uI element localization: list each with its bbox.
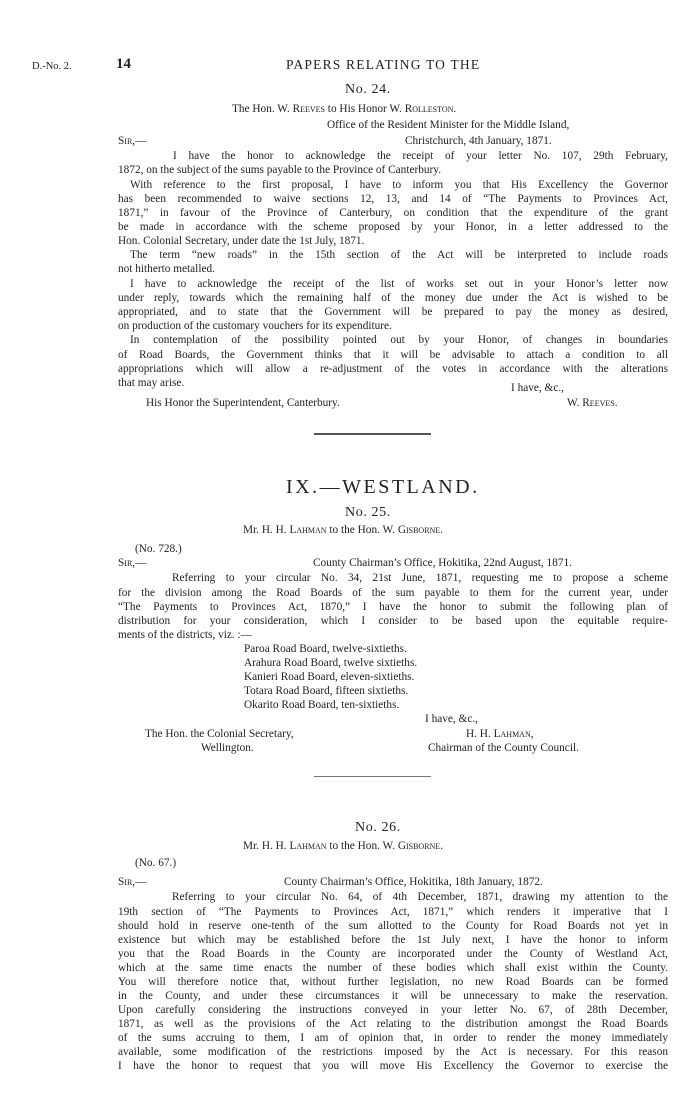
letter-24-paragraph-line: appropriated, and to state that the Government will be prepared to pay the money as desired, [118, 306, 668, 318]
letter-24-office: Office of the Resident Minister for the Middle Island, [327, 119, 570, 131]
heading-from-name: Reeves [292, 103, 325, 115]
letter-26-paragraph-line: Referring to your circular No. 64, of 4th December, 1871, drawing my attention to the [172, 891, 668, 903]
letter-25-paragraph-line: for the division among the Road Boards of the sum payable to them for the current year, under [118, 587, 668, 599]
letter-26-paragraph-line: available, some modification of the restrictions imposed by the Act is necessary. For this reason [118, 1046, 668, 1058]
letter-24-paragraph-line: under reply, towards which the remaining half of the money due under the Act is wished to be [118, 292, 668, 304]
heading-to-name: Rolleston [404, 103, 454, 115]
heading-from-name: Lahman [289, 840, 327, 852]
heading-suffix: . [440, 524, 444, 536]
letter-24-paragraph-line: of Road Boards, the Government thinks that it will be advisable to attach a condition to all [118, 349, 668, 361]
paper-reference: D.-No. 2. [32, 61, 72, 72]
heading-to-name: Gisborne [397, 840, 441, 852]
letter-divider [314, 776, 431, 777]
letter-24-paragraph-line: I have the honor to acknowledge the receipt of your letter No. 107, 29th February, [173, 150, 668, 162]
letter-24-paragraph-line: appropriations which will allow a re-adjustment of the votes in accordance with the alterations [118, 363, 668, 375]
letter-26-reference: (No. 67.) [135, 857, 177, 869]
section-divider [314, 433, 431, 435]
heading-middle: to the Hon. W. [326, 840, 398, 852]
page-number: 14 [116, 56, 131, 72]
heading-prefix: Mr. H. H. [243, 524, 290, 536]
heading-middle: to the Hon. W. [326, 524, 398, 536]
letter-24-paragraph-line: not hitherto metalled. [118, 263, 215, 275]
letter-24-paragraph-line: that may arise. [118, 377, 185, 389]
letter-24-closing: I have, &c., [511, 382, 565, 394]
heading-suffix: . [453, 103, 457, 115]
letter-24-place-date: Christchurch, 4th January, 1871. [405, 135, 552, 147]
letter-25-addressee-city: Wellington. [201, 742, 254, 754]
letter-26-heading [243, 839, 443, 853]
letter-26-paragraph-line: Upon carefully considering the instructions conveyed in your letter No. 67, of 28th December, [118, 1004, 668, 1016]
letter-25-signature: H. H. Lahman, [466, 728, 534, 740]
heading-from-name: Lahman [289, 524, 327, 536]
letter-24-number: No. 24. [345, 82, 391, 97]
letter-25-salutation: Sir,— [118, 557, 147, 569]
letter-26-paragraph-line: which at the same time enacts the number of these bodies which shall exist within the County. [118, 962, 668, 974]
letter-24-addressee: His Honor the Superintendent, Canterbury. [146, 397, 340, 409]
letter-24-signature: W. Reeves. [567, 397, 618, 409]
letter-26-paragraph-line: I have the honor to request that you will move His Excellency the Governor to exercise the [118, 1060, 668, 1072]
letter-25-heading [243, 523, 443, 537]
letter-25-signature-title: Chairman of the County Council. [428, 742, 579, 754]
letter-24-paragraph-line: The term “new roads” in the 15th section of the Act will be interpreted to include roads [130, 249, 668, 261]
letter-25-paragraph-line: Referring to your circular No. 34, 21st June, 1871, requesting me to propose a scheme [172, 572, 668, 584]
letter-24-paragraph-line: 1872, on the subject of the sums payable to the Province of Canterbury. [118, 164, 442, 176]
letter-26-paragraph-line: should hold in reserve one-tenth of the sum allotted to the County for Road Boards not yet in [118, 920, 668, 932]
letter-25-addressee: The Hon. the Colonial Secretary, [145, 728, 294, 740]
letter-26-salutation: Sir,— [118, 876, 147, 888]
letter-24-paragraph-line: I have to acknowledge the receipt of the list of works set out in your Honor’s letter now [130, 278, 668, 290]
letter-24-paragraph-line: With reference to the first proposal, I have to inform you that His Excellency the Governor [130, 179, 668, 191]
letter-24-heading [232, 102, 456, 116]
letter-25-paragraph-line: “The Payments to Provinces Act, 1870,” I have the honor to submit the following plan of [118, 601, 668, 613]
distribution-item: Kanieri Road Board, eleven-sixtieths. [244, 671, 415, 683]
letter-24-paragraph-line: In contemplation of the possibility pointed out by your Honor, of changes in boundaries [130, 334, 668, 346]
letter-26-paragraph-line: existence but which may be established before the 1st July next, I have the honor to inform [118, 934, 668, 946]
letter-24-paragraph-line: Hon. Colonial Secretary, under date the 1st July, 1871. [118, 235, 365, 247]
letter-25-place-date: County Chairman’s Office, Hokitika, 22nd August, 1871. [313, 557, 572, 569]
letter-25-closing: I have, &c., [425, 713, 479, 725]
distribution-item: Paroa Road Board, twelve-sixtieths. [244, 643, 407, 655]
heading-prefix: Mr. H. H. [243, 840, 290, 852]
heading-middle: to His Honor W. [324, 103, 405, 115]
letter-26-paragraph-line: you that the Road Boards in the County are incorporated under the County of Westland Act, [118, 948, 668, 960]
letter-26-paragraph-line: 19th section of “The Payments to Provinces Act, 1871,” which renders it imperative that I [118, 906, 668, 918]
letter-26-paragraph-line: You will therefore notice that, without further legislation, no new Road Boards can be formed [118, 976, 668, 988]
letter-25-paragraph-line: distribution for your consideration, which I consider to be based upon the equitable require- [118, 615, 668, 627]
letter-26-paragraph-line: of the sums accruing to them, I am of opinion that, in order to render the money immediately [118, 1032, 668, 1044]
letter-24-paragraph-line: be made in accordance with the scheme proposed by your Honor, in a letter addressed to the [118, 221, 668, 233]
letter-24-paragraph-line: has been recommended to waive sections 12, 13, and 14 of “The Payments to Provinces Act, [118, 193, 668, 205]
letter-25-reference: (No. 728.) [135, 543, 182, 555]
distribution-item: Arahura Road Board, twelve sixtieths. [244, 657, 418, 669]
distribution-item: Totara Road Board, fifteen sixtieths. [244, 685, 409, 697]
letter-26-paragraph-line: 1871, as well as the provisions of the Act relating to the distribution amongst the Road Boards [118, 1018, 668, 1030]
letter-26-place-date: County Chairman’s Office, Hokitika, 18th January, 1872. [284, 876, 543, 888]
heading-to-name: Gisborne [397, 524, 441, 536]
letter-24-paragraph-line: on production of the customary vouchers for its expenditure. [118, 320, 392, 332]
letter-25-number: No. 25. [345, 505, 391, 520]
letter-24-paragraph-line: 1871,” in favour of the Province of Canterbury, on condition that the expenditure of the grant [118, 207, 668, 219]
heading-suffix: . [440, 840, 444, 852]
letter-26-paragraph-line: in the County, and under these circumstances it will be unnecessary to make the reservation. [118, 990, 668, 1002]
running-title: PAPERS RELATING TO THE [286, 57, 481, 72]
distribution-item: Okarito Road Board, ten-sixtieths. [244, 699, 400, 711]
letter-25-paragraph-line: ments of the districts, viz. :— [118, 629, 252, 641]
section-title: IX.—WESTLAND. [286, 476, 480, 498]
letter-24-salutation: Sir,— [118, 135, 147, 147]
letter-26-number: No. 26. [355, 820, 401, 835]
heading-prefix: The Hon. W. [232, 103, 293, 115]
